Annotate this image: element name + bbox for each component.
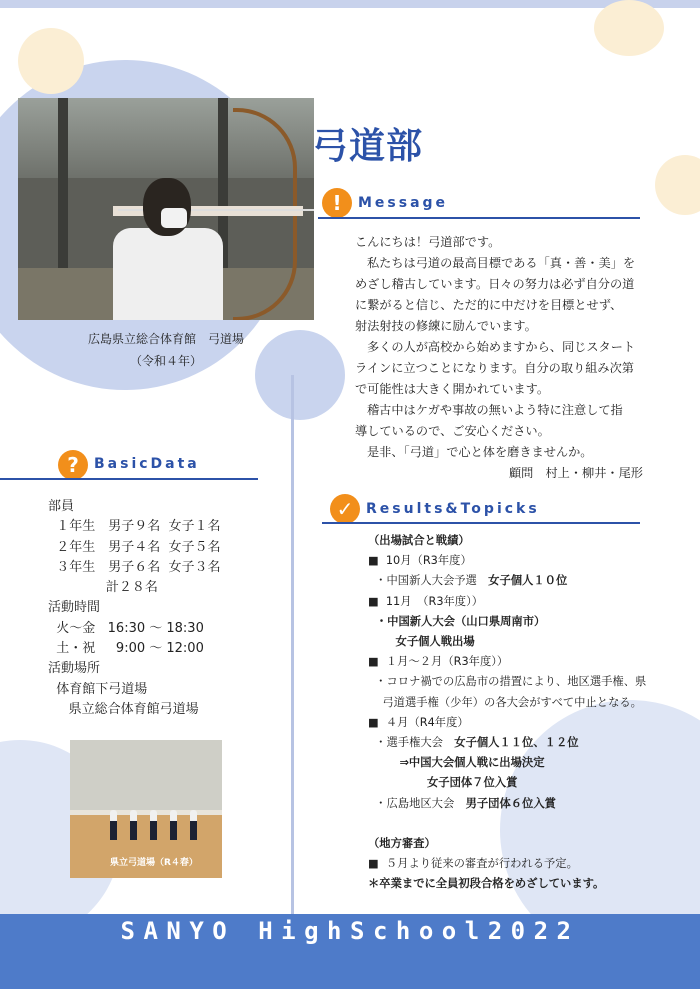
basic-line: 火～金 16:30 ～ 18:30 — [48, 620, 204, 636]
advisor-line: 顧問 村上・柳井・尾形 — [508, 466, 643, 480]
message-line: 稽古中はケガや事故の無いよう特に注意して指 — [367, 403, 623, 417]
decor-circle — [18, 28, 84, 94]
results-heading: Results&Topicks — [366, 501, 540, 517]
caption-line: 広島県立総合体育館 弓道場 — [87, 332, 244, 346]
basic-line: 部員 — [48, 499, 75, 514]
message-body — [355, 232, 655, 484]
dojo-photo-caption: 県立弓道場（R４春） — [110, 858, 198, 868]
question-icon: ? — [58, 450, 88, 480]
message-line: 導しているので、ご安心ください。 — [355, 424, 550, 438]
result-line: ■ １月～２月（R3年度）） — [368, 655, 509, 669]
message-line: こんにちは！弓道部です。 — [355, 235, 501, 249]
result-line: ・広島地区大会 男子団体６位入賞 — [368, 796, 556, 810]
result-line: ・選手権大会 女子個人１１位、１２位 — [368, 736, 579, 750]
caption-line: （令和４年） — [129, 354, 202, 368]
result-line: ・中国新人大会予選 女子個人１０位 — [368, 574, 568, 588]
basic-line: 活動時間 — [48, 600, 101, 616]
result-line: ■ 11月 （R3年度）） — [368, 594, 484, 608]
section-underline — [322, 522, 640, 524]
message-line: に繋がると信じ、ただ的に中だけを目標とせず、 — [355, 298, 623, 312]
basic-line: ２年生 男子４名 女子５名 — [48, 539, 221, 555]
result-line: ■ ４月（R4年度） — [368, 715, 469, 729]
section-underline — [0, 478, 258, 480]
section-underline — [318, 217, 640, 219]
footer-title: SANYO HighSchool2022 — [120, 917, 580, 945]
decor-circle — [655, 155, 700, 215]
basicdata-heading: BasicData — [94, 456, 200, 472]
photo-caption — [18, 328, 314, 372]
result-line: ・中国新人大会（山口県周南市） — [368, 614, 546, 628]
basic-line: 県立総合体育館弓道場 — [48, 701, 199, 717]
basic-line: 活動場所 — [48, 661, 101, 677]
dojo-photo — [70, 740, 222, 878]
result-line — [368, 814, 646, 834]
result-line: （地方審査） — [368, 837, 436, 851]
results-list — [368, 531, 646, 895]
message-heading: Message — [358, 195, 449, 211]
basic-line: 体育館下弓道場 — [48, 681, 148, 697]
check-icon: ✓ — [330, 494, 360, 524]
basic-data-list — [48, 497, 221, 720]
message-line: で可能性は大きく開かれています。 — [355, 382, 550, 396]
page-title: 弓道部 — [312, 126, 424, 167]
message-line: 私たちは弓道の最高目標である「真・善・美」を — [367, 256, 636, 270]
result-line: ・コロナ禍での広島市の措置により、地区選手権、県 — [368, 675, 647, 689]
message-line: ラインに立つことになります。自分の取り組み次第 — [355, 361, 634, 375]
decor-circle — [594, 0, 664, 56]
result-line: 女子個人戦出場 — [368, 635, 475, 649]
basic-line: 土・祝 9:00 ～ 12:00 — [48, 641, 204, 657]
basic-line: １年生 男子９名 女子１名 — [48, 519, 221, 535]
exclamation-icon: ! — [322, 188, 352, 218]
result-line: ⇒中国大会個人戦に出場決定 — [368, 756, 545, 770]
basic-line: ３年生 男子６名 女子３名 — [48, 559, 221, 575]
message-line: 多くの人が高校から始めますから、同じスタート — [367, 340, 636, 354]
message-line: 是非、「弓道」で心と体を磨きませんか。 — [367, 445, 593, 459]
result-line: 弓道選手権（少年）の各大会がすべて中止となる。 — [368, 695, 642, 709]
result-line: ■ 10月（R3年度） — [368, 554, 472, 568]
column-divider — [291, 375, 294, 915]
message-line: 射法射技の修練に励んでいます。 — [355, 319, 537, 333]
result-line: ＊卒業までに全員初段合格をめざしています。 — [368, 877, 605, 891]
archer-photo — [18, 98, 314, 320]
top-band — [0, 0, 700, 8]
result-line: 女子団体７位入賞 — [368, 776, 518, 790]
result-line: （出場試合と戦績） — [368, 534, 470, 547]
message-line: めざし稽古しています。日々の努力は必ず自分の道 — [355, 277, 635, 291]
result-line: ■ ５月より従来の審査が行われる予定。 — [368, 857, 578, 871]
basic-line: 計２８名 — [48, 580, 158, 596]
